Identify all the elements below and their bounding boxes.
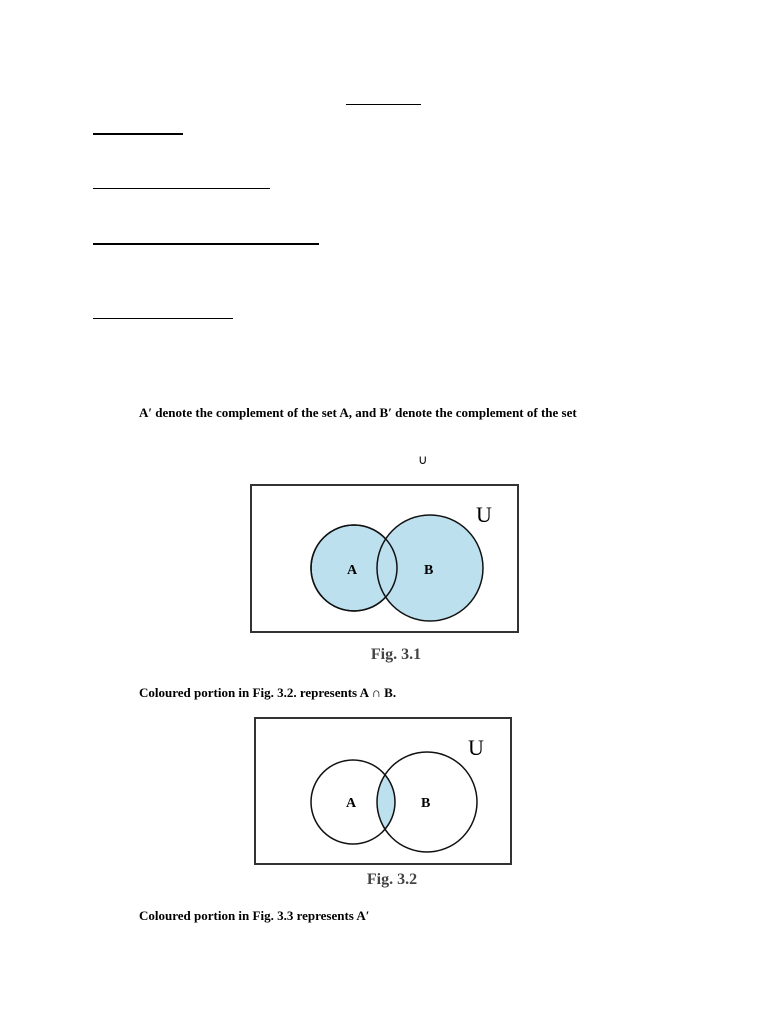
complement-figure-text: Coloured portion in Fig. 3.3 represents A′ (139, 908, 370, 923)
set-a-label: A (346, 796, 357, 811)
set-b-label: B (424, 563, 434, 578)
intersection-text: Coloured portion in Fig. 3.2. represents A ∩ B. (139, 685, 397, 700)
set-a-label: A (347, 563, 358, 578)
universe-label: U (476, 502, 492, 527)
heading-rule-1 (346, 104, 421, 105)
union-symbol: ∪ (418, 452, 428, 467)
complement-definition-text: A′ denote the complement of the set A, and B′ denote the complement of the set (139, 405, 577, 420)
venn-figure-3-1 (240, 480, 525, 640)
heading-rule-3 (93, 188, 270, 189)
heading-rule-4 (93, 243, 319, 245)
set-b-label: B (421, 796, 431, 811)
heading-rule-2 (93, 133, 183, 135)
universe-label: U (468, 735, 484, 760)
figure-caption-3-1: Fig. 3.1 (370, 646, 422, 663)
heading-rule-5 (93, 318, 233, 319)
venn-figure-3-2 (250, 714, 515, 869)
figure-caption-3-2: Fig. 3.2 (366, 871, 418, 888)
